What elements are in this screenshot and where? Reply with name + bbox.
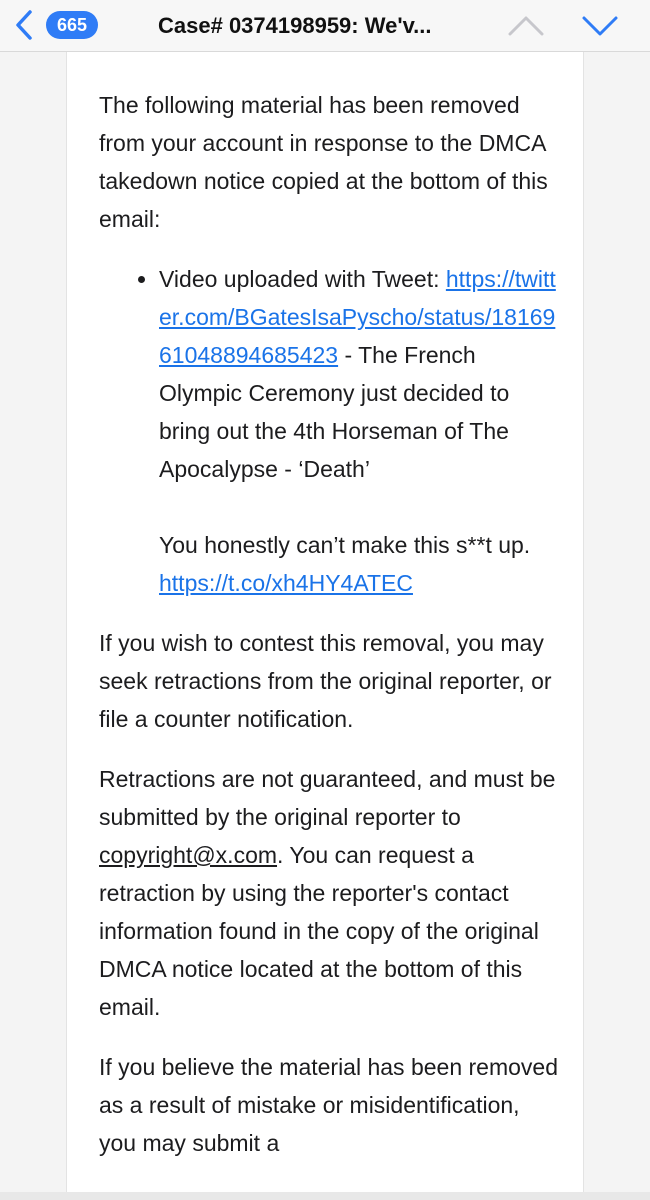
chevron-up-icon[interactable] [506, 10, 546, 42]
item-prefix: Video uploaded with Tweet: [159, 266, 446, 292]
removed-items-list [99, 260, 559, 602]
retractions-text-a: Retractions are not guaranteed, and must be submitted by the original reporter to [99, 766, 556, 830]
chevron-left-icon [14, 9, 34, 41]
spacer [159, 488, 559, 526]
short-link[interactable]: https://t.co/xh4HY4ATEC [159, 570, 413, 596]
retractions-paragraph [99, 760, 559, 1026]
margin-right [584, 52, 650, 1200]
email-body [66, 52, 584, 1200]
intro-paragraph: The following material has been removed from your account in response to the DMCA takedown notice copied at the bottom of this email: [99, 92, 548, 232]
copyright-email-link[interactable]: copyright@x.com [99, 842, 278, 868]
email-subject-title: Case# 0374198959: We'v... [158, 13, 432, 38]
contest-paragraph: If you wish to contest this removal, you may seek retractions from the original reporter, or file a counter notification. [99, 630, 552, 732]
bottom-toolbar-edge [0, 1192, 650, 1200]
item-line2: You honestly can’t make this s**t up. [159, 532, 531, 558]
mistake-paragraph: If you believe the material has been removed as a result of mistake or misidentification, you may submit a [99, 1054, 558, 1156]
tweet-link[interactable]: https://twitter.com/BGatesIsaPyscho/status/1816961048894685423 [159, 266, 556, 368]
item-description: - The French Olympic Ceremony just decided to bring out the 4th Horseman of The Apocalypse - ‘Death’ [159, 342, 510, 482]
margin-left [0, 52, 66, 1200]
navigation-bar [0, 0, 650, 52]
retractions-text-b: . You can request a retraction by using the reporter's contact information found in the copy of the original DMCA notice located at the bottom of this email. [99, 842, 539, 1020]
unread-count-badge: 665 [46, 11, 98, 39]
email-content [99, 86, 559, 1184]
chevron-down-icon[interactable] [580, 10, 620, 42]
back-button[interactable] [14, 8, 98, 42]
list-item [159, 260, 559, 602]
